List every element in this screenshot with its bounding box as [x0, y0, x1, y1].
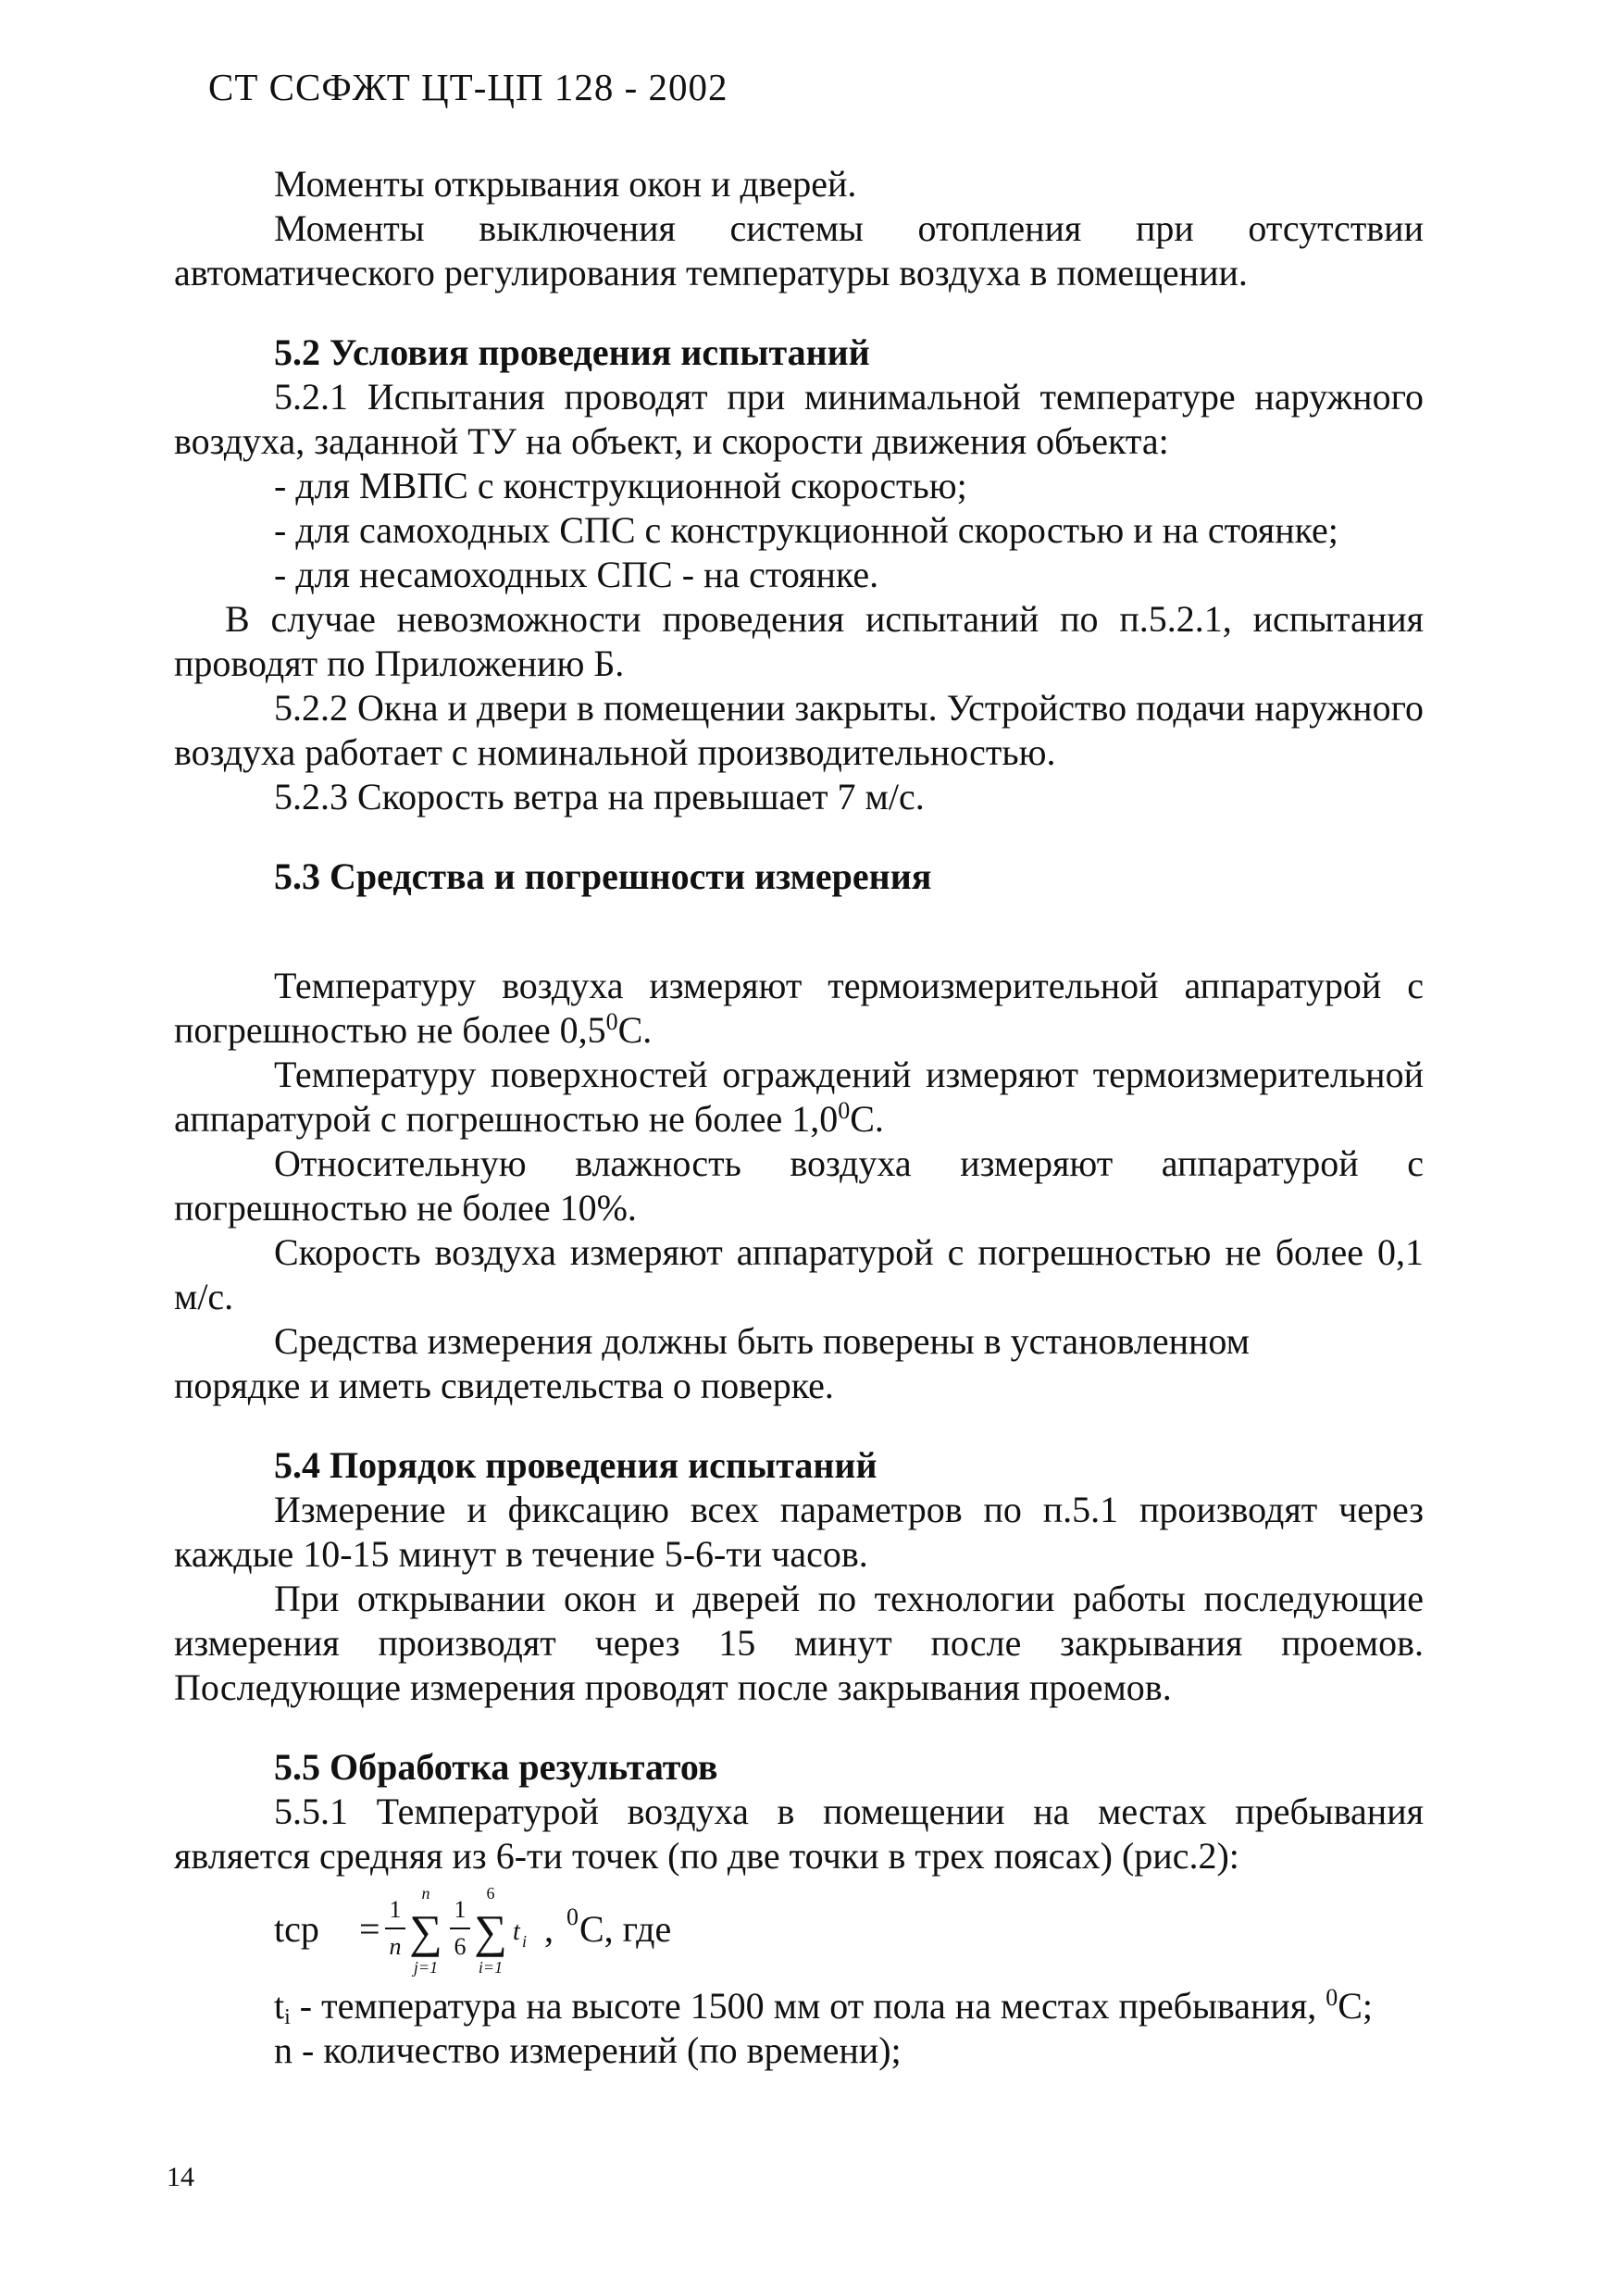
section-5-3-air-speed: Скорость воздуха измеряют аппаратурой с погрешностью не более 0,1 м/с.: [174, 1231, 1424, 1317]
list-item: - для МВПС с конструкционной скоростью;: [274, 465, 967, 506]
formula-sum1-sign: ∑: [409, 1905, 442, 1957]
mean-temperature-formula: [174, 1880, 1424, 1978]
formula-sum1-lower: j=1: [413, 1958, 439, 1977]
section-5-2-3-text: 5.2.3 Скорость ветра на превышает 7 м/с.: [274, 776, 925, 817]
formula-term: t: [513, 1917, 520, 1946]
section-5-5-title: 5.5 Обработка результатов: [274, 1746, 718, 1788]
section-5-3-title: 5.3 Средства и погрешности измерения: [274, 855, 932, 897]
intro-paragraph: Моменты выключения системы отопления при отсутствии автоматического регулирования температуры воздуха в помещении.: [174, 207, 1424, 293]
section-5-4-measure-text: Измерение и фиксацию всех параметров по п.5.1 производят через каждые 10-15 минут в течение 5-6-ти часов.: [174, 1489, 1424, 1575]
section-5-2-title: 5.2 Условия проведения испытаний: [274, 331, 870, 373]
formula-lhs: tср: [274, 1908, 319, 1950]
page-number: 14: [167, 2162, 194, 2192]
formula-frac2-denominator: 6: [454, 1933, 467, 1960]
section-5-3-air-temp: Температуру воздуха измеряют термоизмерительной аппаратурой с погрешностью не более $0,5^0С$.: [174, 965, 1424, 1051]
definition-n: n - количество измерений (по времени);: [274, 2029, 902, 2071]
formula-sum2-lower: i=1: [478, 1958, 504, 1977]
list-item: - для несамоходных СПС - на стоянке.: [274, 554, 879, 595]
formula-equals: =: [359, 1908, 380, 1950]
document-code-header: СТ ССФЖТ ЦТ-ЦП 128 - 2002: [208, 66, 728, 108]
section-5-2-1-text: 5.2.1 Испытания проводят при минимальной температуре наружного воздуха, заданной ТУ на объект, и скорости движения объекта:: [174, 376, 1424, 462]
document-body: [174, 162, 1424, 2073]
section-5-2-note: В случае невозможности проведения испытаний по п.5.2.1, испытания проводят по Приложению Б.: [174, 598, 1424, 684]
section-5-3-humidity: Относительную влажность воздуха измеряют аппаратурой с погрешностью не более 10%.: [174, 1142, 1424, 1229]
section-5-4-openings-text: При открывании окон и дверей по технологии работы последующие измерения производят через 15 минут после закрывания проемов. Последующие измерения проводят после закрывания проемов.: [174, 1578, 1424, 1708]
formula-frac1-numerator: 1: [389, 1896, 402, 1923]
formula-term-subscript: i: [522, 1932, 528, 1951]
section-5-5-1-text: 5.5.1 Температурой воздуха в помещении на местах пребывания является средняя из 6-ти точек (по две точки в трех поясах) (рис.2):: [174, 1791, 1424, 1877]
formula-separator: ,: [544, 1908, 554, 1950]
formula-unit-degree: 0: [566, 1903, 579, 1930]
section-5-2-2-text: 5.2.2 Окна и двери в помещении закрыты. Устройство подачи наружного воздуха работает с номинальной производительностью.: [174, 687, 1424, 773]
list-item: - для самоходных СПС с конструкционной скоростью и на стоянке;: [274, 509, 1338, 551]
section-5-4-title: 5.4 Порядок проведения испытаний: [274, 1444, 877, 1486]
formula-unit: С, где: [579, 1908, 672, 1950]
formula-frac2-numerator: 1: [454, 1896, 467, 1923]
formula-sum2-upper: 6: [486, 1884, 495, 1903]
section-5-3-verification-line1: Средства измерения должны быть поверены в установленном: [274, 1320, 1250, 1362]
definition-ti: $t_i$ - температура на высоте 1500 мм от пола на местах пребывания, $^0$С;: [274, 1984, 1374, 2029]
formula-sum1-upper: n: [421, 1884, 430, 1903]
formula-sum2-sign: ∑: [474, 1905, 507, 1957]
section-5-3-verification-line2: порядке и иметь свидетельства о поверке.: [174, 1365, 834, 1406]
section-5-3-surface-temp: Температуру поверхностей ограждений измеряют термоизмерительной аппаратурой с погрешностью не более $1,0^0С$.: [174, 1054, 1424, 1140]
formula-frac1-denominator: n: [389, 1933, 402, 1960]
intro-line: Моменты открывания окон и дверей.: [274, 163, 857, 205]
